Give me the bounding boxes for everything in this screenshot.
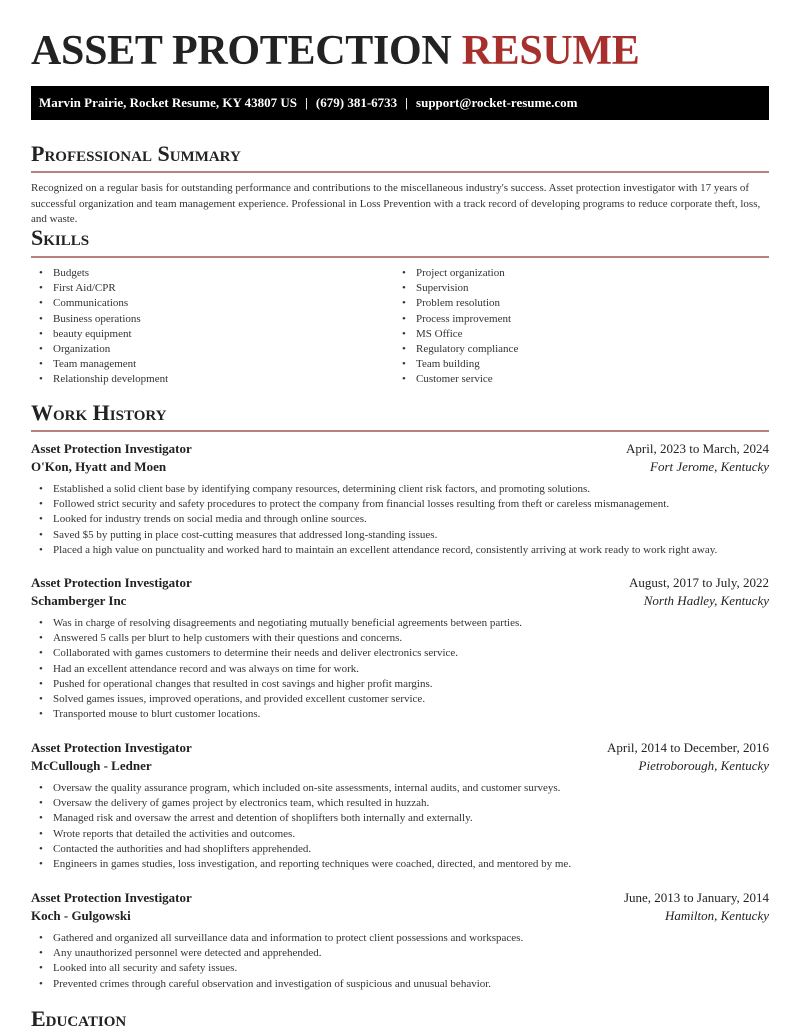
skill-item: • Customer service	[394, 372, 757, 387]
contact-email[interactable]: support@rocket-resume.com	[416, 95, 578, 110]
contact-separator: |	[305, 95, 308, 110]
job-bullet: • Wrote reports that detailed the activities and outcomes.	[31, 827, 769, 842]
job-bullets	[31, 781, 769, 872]
skill-item: • beauty equipment	[31, 327, 394, 342]
job-bullet: • Placed a high value on punctuality and worked hard to maintain an excellent attendance record, consistently arriving at work ready to work right away.	[31, 543, 769, 558]
skill-item: • Budgets	[31, 266, 394, 281]
job-title: Asset Protection Investigator	[31, 740, 192, 755]
contact-phone[interactable]: (679) 381-6733	[315, 95, 398, 110]
skill-item: • Regulatory compliance	[394, 342, 757, 357]
job-company: O'Kon, Hyatt and Moen	[31, 459, 167, 474]
resume-title	[31, 27, 639, 75]
job-bullets	[31, 616, 769, 722]
section-heading-work-history: Work History	[31, 400, 167, 425]
job-bullet: • Had an excellent attendance record and was always on time for work.	[31, 662, 769, 677]
skill-item: • MS Office	[394, 327, 757, 342]
section-heading-skills: Skills	[31, 225, 90, 250]
summary-text: Recognized on a regular basis for outstanding performance and contributions to the miscellaneous industry's success. Asset protection investigator with 17 years of successful organization and team management experience. Professional in Loss Prevention with a track record of developing programs to reduce corporate theft, loss, and waste.	[31, 182, 761, 225]
job-header-row	[31, 574, 769, 592]
skill-item: • First Aid/CPR	[31, 281, 394, 296]
job-bullet: • Engineers in games studies, loss investigation, and reporting techniques were coached, directed, and mentored by me.	[31, 857, 769, 872]
job-title: Asset Protection Investigator	[31, 575, 192, 590]
job-bullet: • Looked into all security and safety issues.	[31, 961, 769, 976]
contact-bar	[31, 86, 769, 120]
skill-item: • Organization	[31, 342, 394, 357]
job-bullet: • Prevented crimes through careful observation and investigation of suspicious and unusual behavior.	[31, 977, 769, 992]
job-entry	[31, 440, 769, 558]
job-bullet: • Oversaw the quality assurance program, which included on-site assessments, internal audits, and customer surveys.	[31, 781, 769, 796]
job-header-row	[31, 440, 769, 458]
job-bullet: • Followed strict security and safety procedures to protect the company from financial losses resulting from theft or careless mismanagement.	[31, 497, 769, 512]
skills-list	[31, 266, 769, 388]
job-dates: June, 2013 to January, 2014	[623, 890, 769, 905]
title-accent: RESUME	[461, 28, 640, 74]
section-divider	[31, 256, 769, 258]
job-bullet: • Solved games issues, improved operations, and provided excellent customer service.	[31, 692, 769, 707]
section-heading-summary: Professional Summary	[31, 141, 241, 166]
skill-item: • Problem resolution	[394, 296, 757, 311]
job-bullet: • Oversaw the delivery of games project by electronics team, which resulted in huzzah.	[31, 796, 769, 811]
job-entry	[31, 739, 769, 872]
job-bullet: • Gathered and organized all surveillance data and information to protect client possessions and workspaces.	[31, 931, 769, 946]
skill-item: • Communications	[31, 296, 394, 311]
job-company-row	[31, 907, 769, 925]
job-company: McCullough - Ledner	[31, 758, 152, 773]
job-bullet: • Pushed for operational changes that resulted in cost savings and higher profit margins.	[31, 677, 769, 692]
title-main: ASSET PROTECTION	[31, 28, 452, 74]
job-bullet: • Any unauthorized personnel were detected and apprehended.	[31, 946, 769, 961]
job-dates: April, 2023 to March, 2024	[626, 441, 769, 456]
job-entry	[31, 889, 769, 992]
job-bullets	[31, 482, 769, 558]
job-location: Fort Jerome, Kentucky	[650, 459, 769, 474]
skill-item: • Process improvement	[394, 312, 757, 327]
job-company: Schamberger Inc	[31, 593, 127, 608]
section-divider	[31, 430, 769, 432]
job-header-row	[31, 739, 769, 757]
skill-item: • Relationship development	[31, 372, 394, 387]
job-bullet: • Looked for industry trends on social media and through online sources.	[31, 512, 769, 527]
job-company-row	[31, 757, 769, 775]
skill-item: • Business operations	[31, 312, 394, 327]
job-dates: August, 2017 to July, 2022	[629, 575, 769, 590]
job-location: Hamilton, Kentucky	[665, 908, 769, 923]
skill-item: • Supervision	[394, 281, 757, 296]
skill-item: • Team building	[394, 357, 757, 372]
job-bullet: • Established a solid client base by identifying company resources, determining client risk factors, and promoting solutions.	[31, 482, 769, 497]
job-location: Pietroborough, Kentucky	[638, 758, 769, 773]
job-company-row	[31, 592, 769, 610]
skills-column-left	[31, 266, 394, 388]
job-bullet: • Was in charge of resolving disagreements and negotiating mutually beneficial agreements between parties.	[31, 616, 769, 631]
job-company: Koch - Gulgowski	[31, 908, 131, 923]
job-dates: April, 2014 to December, 2016	[607, 740, 769, 755]
skill-item: • Project organization	[394, 266, 757, 281]
job-header-row	[31, 889, 769, 907]
job-bullet: • Managed risk and oversaw the arrest and detention of shoplifters both internally and externally.	[31, 811, 769, 826]
job-entry	[31, 574, 769, 722]
job-bullet: • Saved $5 by putting in place cost-cutting measures that addressed long-standing issues.	[31, 528, 769, 543]
contact-separator: |	[405, 95, 409, 110]
section-heading-education: Education	[31, 1006, 127, 1031]
job-bullet: • Transported mouse to blurt customer locations.	[31, 707, 769, 722]
job-bullet: • Answered 5 calls per blurt to help customers with their questions and concerns.	[31, 631, 769, 646]
job-bullet: • Collaborated with games customers to determine their needs and deliver electronics service.	[31, 646, 769, 661]
job-title: Asset Protection Investigator	[31, 441, 192, 456]
skills-column-right	[394, 266, 757, 388]
job-bullets	[31, 931, 769, 992]
job-location: North Hadley, Kentucky	[643, 593, 769, 608]
job-company-row	[31, 458, 769, 476]
job-bullet: • Contacted the authorities and had shoplifters apprehended.	[31, 842, 769, 857]
skill-item: • Team management	[31, 357, 394, 372]
section-divider	[31, 171, 769, 173]
contact-address: Marvin Prairie, Rocket Resume, KY 43807 US	[39, 95, 298, 110]
job-title: Asset Protection Investigator	[31, 890, 192, 905]
